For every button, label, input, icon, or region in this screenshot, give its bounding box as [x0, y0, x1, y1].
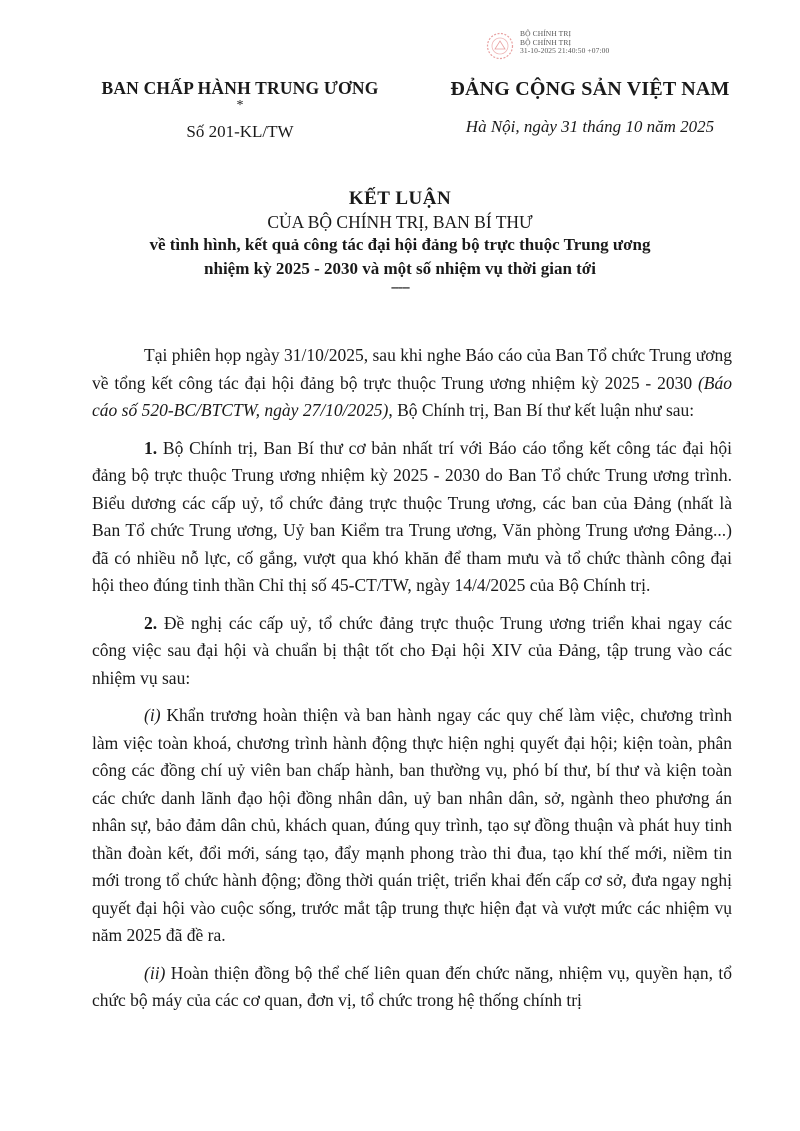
document-type: KẾT LUẬN — [348, 188, 452, 209]
item-text: Đề nghị các cấp uỷ, tổ chức đảng trực thuộc Trung ương triển khai ngay các công việc sau đại hội và chuẩn bị thật tốt cho Đại hội XIV của Đảng, tập trung vào các nhiệm vụ sau: — [92, 612, 732, 688]
item-number: 1. — [144, 437, 158, 458]
subitem-marker: (i) — [144, 705, 161, 725]
subitem-marker: (ii) — [144, 962, 166, 983]
intro-text: Tại phiên họp ngày 31/10/2025, sau khi nghe Báo cáo của Ban Tổ chức Trung ương về tổng kết công tác đại hội đảng bộ trực thuộc Trung ương nhiệm kỳ 2025 - 2030 — [92, 345, 732, 393]
stamp-timestamp: 31-10-2025 21:40:50 +07:00 — [520, 46, 610, 56]
item-text: Bộ Chính trị, Ban Bí thư cơ bản nhất trí với Báo cáo tổng kết công tác đại hội đảng bộ trực thuộc Trung ương nhiệm kỳ 2025 - 2030 do Ban Tổ chức Trung ương trình. Biểu dương các cấp uỷ, tổ chức đảng trực thuộc Trung ương, các ban của Đảng (nhất là Ban Tổ chức Trung ương, Uỷ ban Kiểm tra Trung ương, Văn phòng Trung ương Đảng...) đã có nhiều nỗ lực, cố gắng, vượt qua khó khăn để tham mưu và tổ chức thành công đại hội theo đúng tinh thần Chỉ thị số 45-CT/TW, ngày 14/4/2025 của Bộ Chính trị. — [92, 437, 732, 595]
party-emblem-icon — [486, 32, 514, 60]
stamp-signer-line: BỘ CHÍNH TRỊ — [520, 37, 572, 47]
intro-text: , Bộ Chính trị, Ban Bí thư kết luận như sau: — [388, 400, 695, 420]
item-1-paragraph — [92, 435, 732, 600]
stamp-text — [520, 30, 609, 56]
document-issuer: CỦA BỘ CHÍNH TRỊ, BAN BÍ THƯ — [267, 212, 533, 232]
intro-citation: (Báo cáo số 520-BC/BTCTW, ngày 27/10/2025) — [92, 372, 732, 420]
issuing-organization: BAN CHẤP HÀNH TRUNG ƯƠNG — [101, 78, 379, 98]
subitem-ii-paragraph — [92, 960, 732, 1015]
header-right — [430, 78, 750, 137]
place-date: Hà Nội, ngày 31 tháng 10 năm 2025 — [465, 117, 715, 136]
document-subject: nhiệm kỳ 2025 - 2030 và một số nhiệm vụ thời gian tới — [204, 259, 596, 278]
star-separator: * — [236, 98, 244, 113]
header-left — [80, 78, 400, 142]
digital-signature-stamp — [486, 30, 716, 66]
item-number: 2. — [144, 612, 158, 633]
title-separator: ----- — [390, 280, 410, 295]
document-title-block — [60, 188, 740, 295]
subitem-text: Hoàn thiện đồng bộ thể chế liên quan đến chức năng, nhiệm vụ, quyền hạn, tổ chức bộ máy của các cơ quan, đơn vị, tổ chức trong hệ thống chính trị — [92, 962, 732, 1010]
document-body — [92, 342, 732, 1025]
item-2-paragraph — [92, 610, 732, 693]
stamp-signer-line: BỘ CHÍNH TRỊ — [520, 29, 572, 38]
subitem-i-paragraph — [92, 702, 732, 950]
document-number: Số 201-KL/TW — [186, 122, 294, 141]
party-name: ĐẢNG CỘNG SẢN VIỆT NAM — [450, 78, 730, 100]
subitem-text: Khẩn trương hoàn thiện và ban hành ngay các quy chế làm việc, chương trình làm việc toàn khoá, chương trình hành động thực hiện nghị quyết đại hội; kiện toàn, phân công các đồng chí uỷ viên ban chấp hành, ban thường vụ, phó bí thư, bí thư và kiện toàn các chức danh lãnh đạo hội đồng nhân dân, uỷ ban nhân dân, sở, ngành theo phương án nhân sự, bảo đảm dân chủ, khách quan, đúng quy trình, tạo sự đồng thuận và phát huy tinh thần đoàn kết, đổi mới, sáng tạo, đẩy mạnh phong trào thi đua, tạo khí thế mới, niềm tin mới trong tổ chức hành động; đồng thời quán triệt, triển khai đến cấp cơ sở, đưa ngay nghị quyết đại hội vào cuộc sống, trước mắt tập trung thực hiện đạt và vượt mức các nhiệm vụ năm 2025 đã đề ra. — [92, 705, 732, 945]
document-subject: về tình hình, kết quả công tác đại hội đảng bộ trực thuộc Trung ương — [149, 235, 651, 254]
intro-paragraph — [92, 342, 732, 425]
